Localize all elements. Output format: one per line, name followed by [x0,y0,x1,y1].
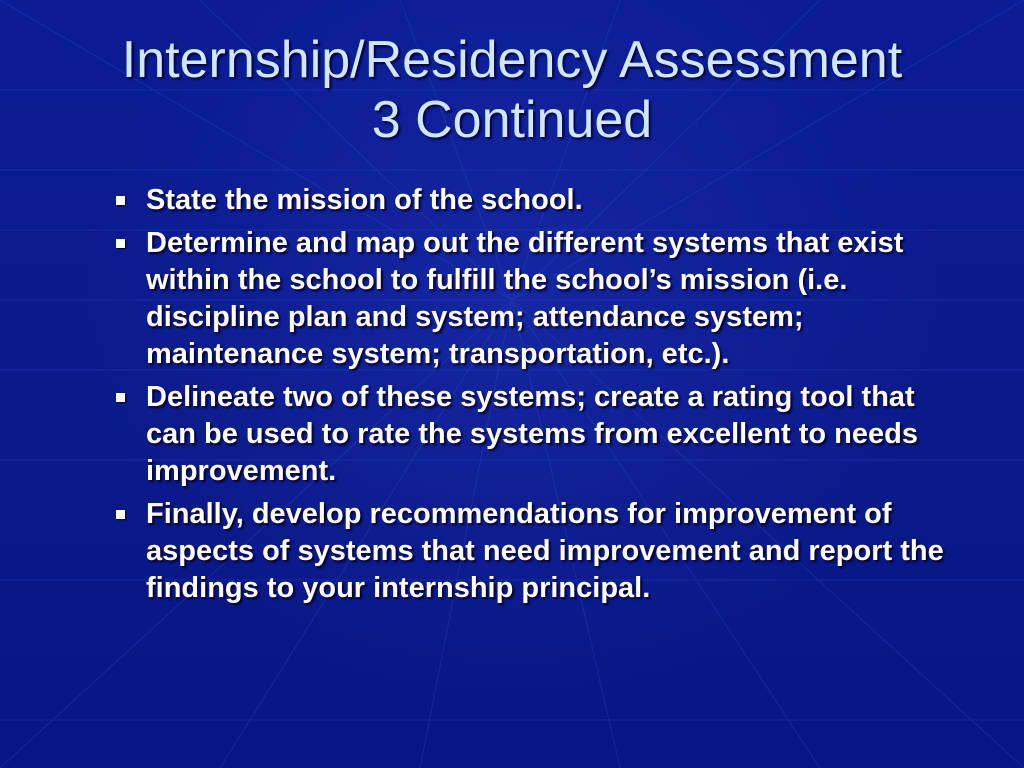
slide-title [40,30,984,150]
bullet-item [112,182,962,219]
square-bullet-icon [116,510,125,519]
slide-title-line-2: 3 Continued [371,91,653,149]
bullet-item [112,225,962,373]
slide-title-line-1: Internship/Residency Assessment [121,31,903,89]
square-bullet-icon [116,239,125,248]
bullet-list [112,182,962,613]
bullet-text: Finally, develop recommendations for improvement of aspects of systems that need improvement and report the findings to your internship principal. [146,498,944,604]
bullet-item [112,496,962,607]
square-bullet-icon [116,196,125,205]
square-bullet-icon [116,393,125,402]
bullet-text: Determine and map out the different systems that exist within the school to fulfill the school’s mission (i.e. discipline plan and system; attendance system; maintenance system; transportation, etc.). [146,227,904,370]
bullet-text: Delineate two of these systems; create a rating tool that can be used to rate the systems from excellent to needs improvement. [146,381,918,487]
bullet-text: State the mission of the school. [146,184,583,216]
bullet-item [112,379,962,490]
